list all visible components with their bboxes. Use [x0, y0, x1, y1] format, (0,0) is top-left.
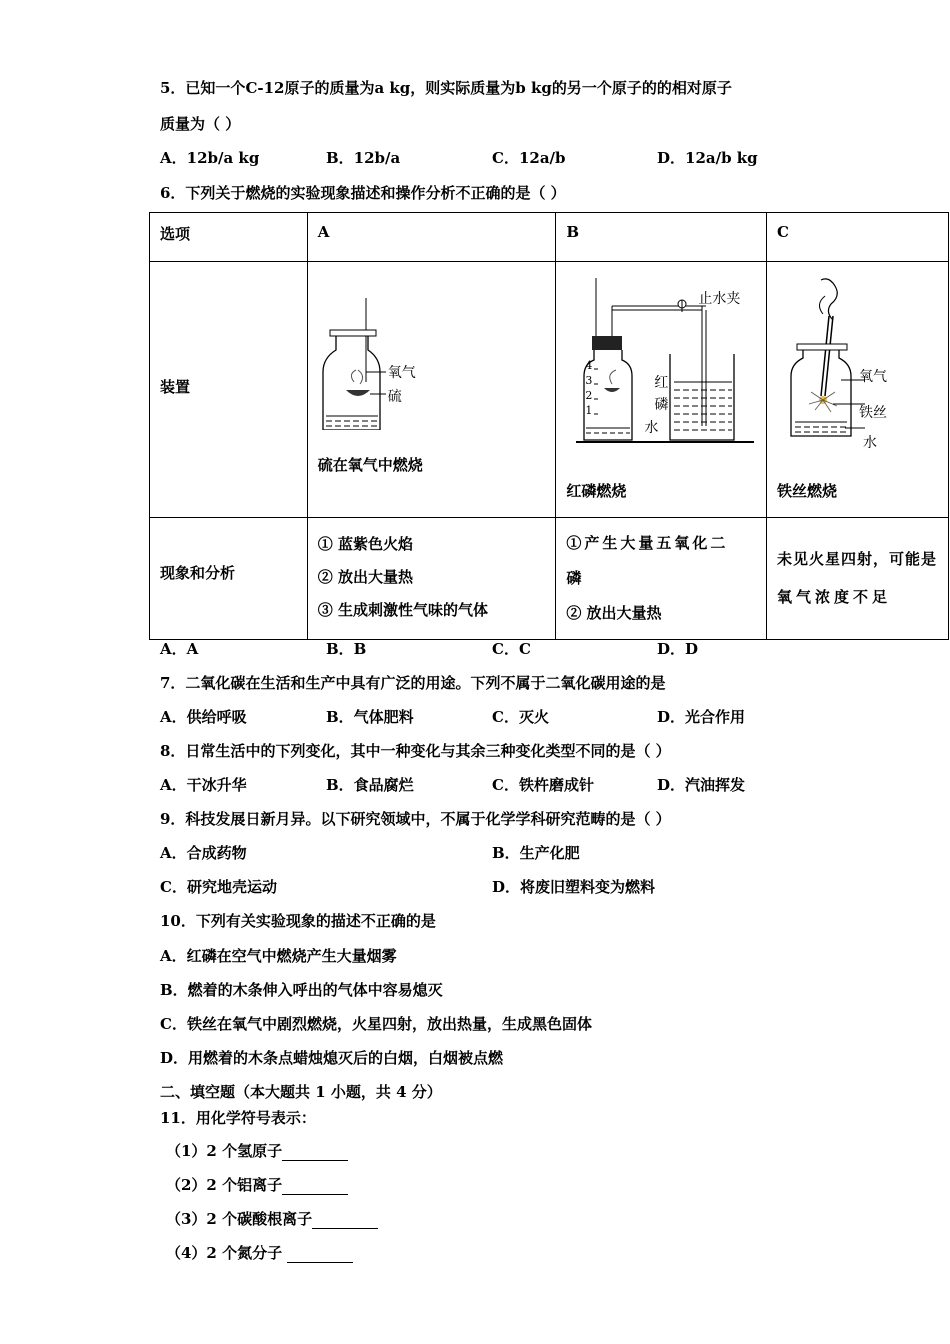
analysis-c-cell — [766, 518, 948, 640]
analysis-label: 现象和分析 — [160, 564, 236, 582]
q11-blank-3[interactable] — [312, 1212, 378, 1229]
q5-stem-line1: 5．已知一个C-12原子的质量为a kg，则实际质量为b kg的另一个原子的的相对原子 — [160, 79, 732, 97]
q5-option-a: A．12b/a kg — [160, 149, 260, 167]
header-b — [556, 213, 767, 262]
header-a — [307, 213, 556, 262]
q5-stem-line2: 质量为（ ） — [160, 115, 241, 133]
b-mark-3: 3 — [585, 374, 593, 387]
c-oxygen-label: 氧气 — [858, 369, 887, 385]
analysis-a-2: ② 放出大量热 — [317, 568, 413, 586]
b-mark-2: 2 — [585, 389, 593, 402]
analysis-label-cell — [150, 518, 308, 640]
section-title: 二、填空题（本大题共 1 小题，共 4 分） — [160, 1083, 442, 1101]
b-mark-1: 1 — [585, 404, 593, 417]
c-wire-label: 铁丝 — [858, 405, 887, 421]
q6-stem: 6．下列关于燃烧的实验现象描述和操作分析不正确的是（ ） — [160, 184, 566, 202]
q11-blank-1[interactable] — [282, 1144, 348, 1161]
header-option — [150, 213, 308, 262]
q9-option-b: B．生产化肥 — [492, 844, 580, 862]
q8-stem: 8．日常生活中的下列变化，其中一种变化与其余三种变化类型不同的是（ ） — [160, 742, 671, 760]
q6-option-d: D．D — [657, 640, 699, 658]
device-b-caption: 红磷燃烧 — [566, 482, 627, 500]
q11-blank-2[interactable] — [282, 1178, 348, 1195]
analysis-a-cell — [307, 518, 556, 640]
q8-option-d: D．汽油挥发 — [657, 776, 746, 794]
q11-item-2 — [166, 1175, 348, 1195]
q6-option-a: A．A — [160, 640, 199, 658]
q5-option-b: B．12b/a — [326, 149, 401, 167]
a-sulfur-label: 硫 — [387, 389, 402, 405]
a-oxygen-label: 氧气 — [387, 365, 416, 381]
q11-item-3-text: （3）2 个碳酸根离子 — [166, 1210, 313, 1228]
q5-option-d: D．12a/b kg — [657, 149, 758, 167]
q7-option-b: B．气体肥料 — [326, 708, 414, 726]
device-c-caption: 铁丝燃烧 — [776, 482, 837, 500]
q8-option-b: B．食品腐烂 — [326, 776, 414, 794]
analysis-c-1: 未见火星四射，可能是 — [776, 550, 937, 568]
header-a-label: A — [317, 223, 330, 241]
q10-option-d: D．用燃着的木条点蜡烛熄灭后的白烟，白烟被点燃 — [160, 1049, 504, 1067]
q5-option-c: C．12a/b — [492, 149, 566, 167]
q11-item-3 — [166, 1209, 378, 1229]
q6-table — [149, 212, 949, 640]
q11-item-2-text: （2）2 个铝离子 — [166, 1176, 283, 1194]
header-b-label: B — [566, 223, 580, 241]
device-label: 装置 — [160, 378, 191, 396]
q9-option-d: D．将废旧塑料变为燃料 — [492, 878, 656, 896]
q7-option-c: C．灭火 — [492, 708, 549, 726]
q11-item-1-text: （1）2 个氢原子 — [166, 1142, 283, 1160]
q10-option-b: B．燃着的木条伸入呼出的气体中容易熄灭 — [160, 981, 443, 999]
q10-stem: 10．下列有关实验现象的描述不正确的是 — [160, 912, 436, 930]
b-phos-label: 磷 — [654, 397, 669, 413]
analysis-a-3: ③ 生成刺激性气味的气体 — [317, 601, 488, 619]
b-water-label: 水 — [644, 420, 659, 436]
analysis-b-cell — [556, 518, 767, 640]
analysis-b-2: 磷 — [566, 569, 585, 587]
q11-stem: 11．用化学符号表示： — [160, 1109, 316, 1127]
q9-option-c: C．研究地壳运动 — [160, 878, 277, 896]
analysis-a-1: ① 蓝紫色火焰 — [317, 535, 413, 553]
q11-item-4 — [166, 1243, 353, 1263]
header-c-label: C — [776, 223, 789, 241]
q11-item-1 — [166, 1141, 348, 1161]
analysis-b-1: ①产生大量五氧化二 — [566, 534, 729, 552]
q10-option-a: A．红磷在空气中燃烧产生大量烟雾 — [160, 947, 397, 965]
q7-stem: 7．二氧化碳在生活和生产中具有广泛的用途。下列不属于二氧化碳用途的是 — [160, 674, 666, 692]
device-label-cell — [150, 262, 308, 518]
b-mark-4: 4 — [585, 359, 593, 372]
q7-option-d: D．光合作用 — [657, 708, 746, 726]
b-clamp-label: 止水夹 — [698, 291, 741, 307]
q11-item-4-text: （4）2 个氮分子 — [166, 1244, 288, 1262]
q10-option-c: C．铁丝在氧气中剧烈燃烧，火星四射，放出热量，生成黑色固体 — [160, 1015, 592, 1033]
device-b-cell — [556, 262, 767, 518]
q9-stem: 9．科技发展日新月异。以下研究领域中，不属于化学学科研究范畴的是（ ） — [160, 810, 671, 828]
q9-option-a: A．合成药物 — [160, 844, 247, 862]
q7-option-a: A．供给呼吸 — [160, 708, 247, 726]
b-red-label: 红 — [654, 375, 669, 391]
q11-blank-4[interactable] — [287, 1246, 353, 1263]
header-c — [766, 213, 948, 262]
analysis-c-2: 氧气浓度不足 — [776, 588, 891, 606]
header-option-label: 选项 — [160, 225, 191, 243]
q6-option-c: C．C — [492, 640, 531, 658]
device-c-cell — [766, 262, 948, 518]
device-a-caption: 硫在氧气中燃烧 — [317, 456, 423, 474]
q6-option-b: B．B — [326, 640, 367, 658]
q8-option-a: A．干冰升华 — [160, 776, 247, 794]
analysis-b-3: ② 放出大量热 — [566, 604, 662, 622]
q8-option-c: C．铁杵磨成针 — [492, 776, 594, 794]
b-scale-marks — [585, 358, 592, 418]
c-water-label: 水 — [862, 435, 877, 451]
iron-wire-diagram — [785, 276, 875, 451]
sulfur-burning-diagram — [318, 290, 458, 430]
device-a-cell — [307, 262, 556, 518]
